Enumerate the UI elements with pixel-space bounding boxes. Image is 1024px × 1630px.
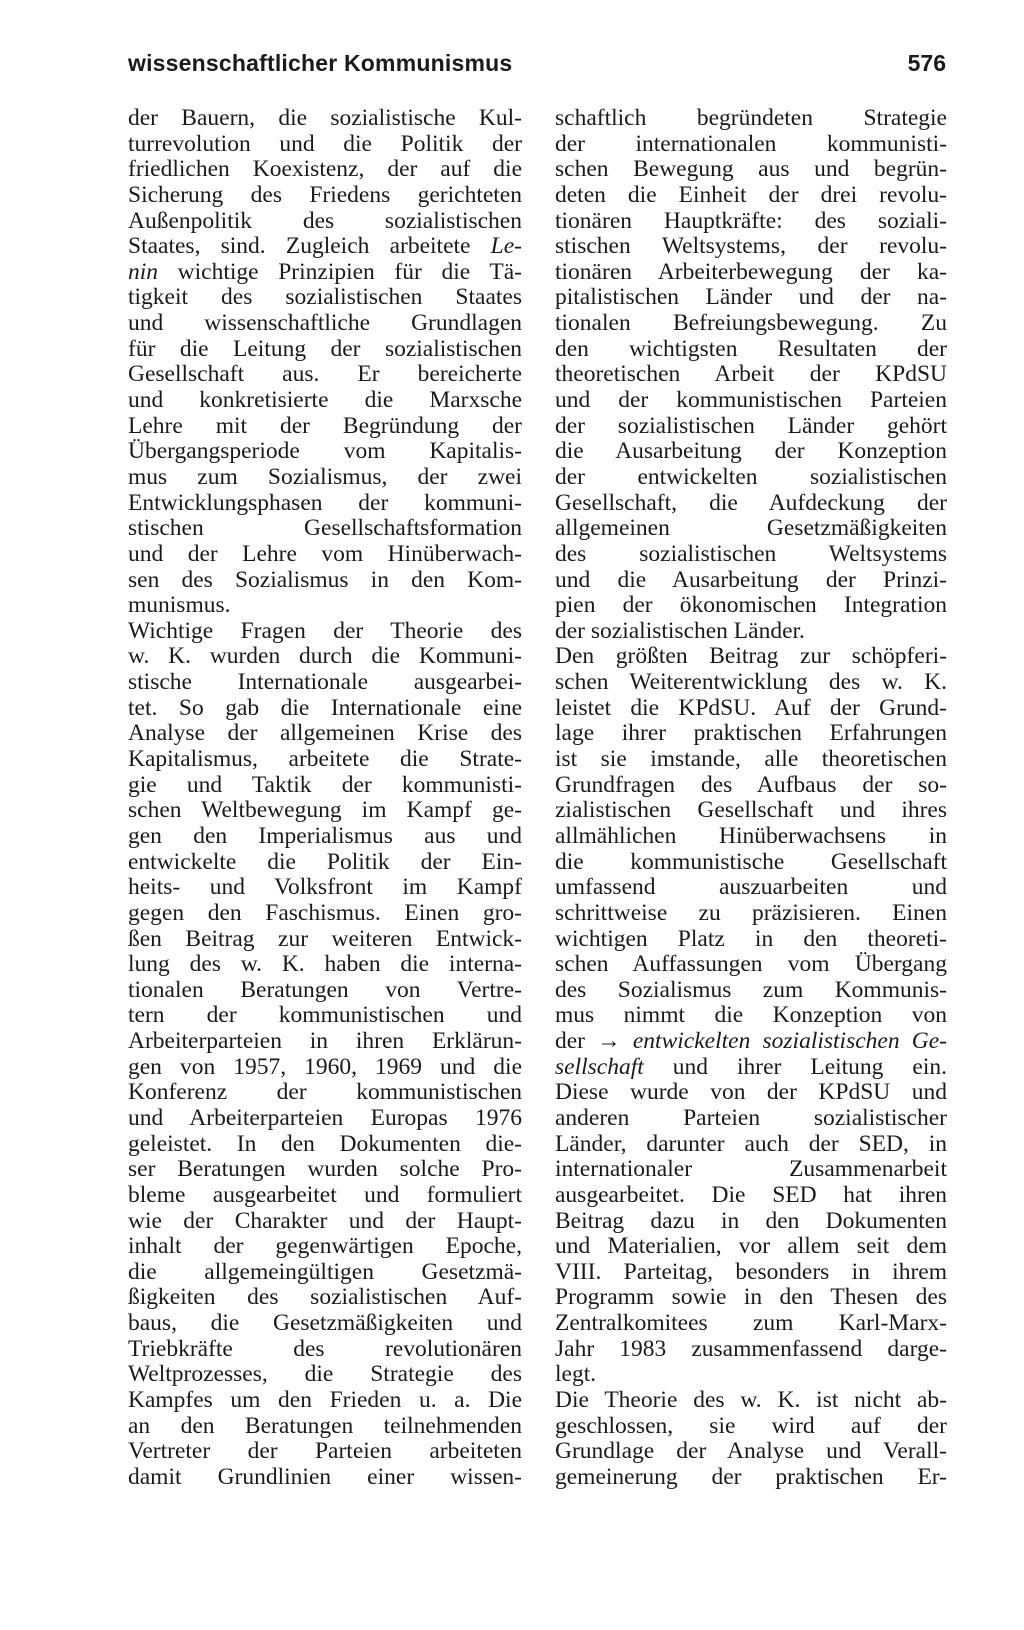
text-line: an den Beratungen teilnehmenden	[128, 1412, 522, 1439]
text-line: und Materialien, vor allem seit dem	[555, 1233, 947, 1260]
right-text-column	[555, 106, 947, 1491]
text-line: Sicherung des Friedens gerichteten	[128, 181, 522, 208]
text-line: turrevolution und die Politik der	[128, 130, 522, 157]
text-line: tionären Hauptkräfte: des soziali-	[555, 207, 947, 234]
text-line: damit Grundlinien einer wissen-	[128, 1463, 522, 1490]
text-line: des Sozialismus zum Kommunis-	[555, 976, 947, 1003]
left-text-column	[128, 106, 522, 1491]
text-line: schen Weiterentwicklung des w. K.	[555, 669, 947, 696]
text-line: ßigkeiten des sozialistischen Auf-	[128, 1284, 522, 1311]
text-line: friedlichen Koexistenz, der auf die	[128, 156, 522, 183]
italic-text-segment: entwickelten sozialistischen Ge-	[632, 1028, 947, 1055]
text-line: den wichtigsten Resultaten der	[555, 335, 947, 362]
text-line: stischen Gesellschaftsformation	[128, 515, 522, 542]
text-line: lung des w. K. haben die interna-	[128, 951, 522, 978]
text-line: Programm sowie in den Thesen des	[555, 1284, 947, 1311]
text-line: ßen Beitrag zur weiteren Entwick-	[128, 925, 522, 952]
text-line: leistet die KPdSU. Auf der Grund-	[555, 694, 947, 721]
text-line: für die Leitung der sozialistischen	[128, 335, 522, 362]
text-line: und der kommunistischen Parteien	[555, 387, 947, 414]
text-line: Die Theorie des w. K. ist nicht ab-	[555, 1387, 947, 1414]
text-line: lage ihrer praktischen Erfahrungen	[555, 720, 947, 747]
text-line: inhalt der gegenwärtigen Epoche,	[128, 1233, 522, 1260]
text-line: pien der ökonomischen Integration	[555, 592, 947, 619]
text-line: Grundlage der Analyse und Verall-	[555, 1438, 947, 1465]
text-line: die Ausarbeitung der Konzeption	[555, 438, 947, 465]
italic-text-segment: nin	[128, 258, 159, 285]
text-line: allgemeinen Gesetzmäßigkeiten	[555, 515, 947, 542]
text-line: der entwickelten sozialistischen	[555, 463, 947, 490]
text-line	[555, 1055, 947, 1081]
text-line: tionalen Befreiungsbewegung. Zu	[555, 310, 947, 337]
text-line: ausgearbeitet. Die SED hat ihren	[555, 1181, 947, 1208]
text-line: gemeinerung der praktischen Er-	[555, 1463, 947, 1490]
text-line: allmählichen Hinüberwachsens in	[555, 822, 947, 849]
text-line: Lehre mit der Begründung der	[128, 412, 522, 439]
text-line: Zentralkomitees zum Karl-Marx-	[555, 1310, 947, 1337]
text-line: Gesellschaft aus. Er bereicherte	[128, 361, 522, 388]
text-line: gen den Imperialismus aus und	[128, 822, 522, 849]
text-line: der Bauern, die sozialistische Kul-	[128, 105, 522, 131]
text-line: tern der kommunistischen und	[128, 1002, 522, 1029]
text-line: schen Bewegung aus und begrün-	[555, 156, 947, 183]
text-line: geschlossen, sie wird auf der	[555, 1412, 947, 1439]
text-line: baus, die Gesetzmäßigkeiten und	[128, 1310, 522, 1337]
text-line: Wichtige Fragen der Theorie des	[128, 617, 522, 644]
text-line: Vertreter der Parteien arbeiteten	[128, 1438, 522, 1465]
text-line: pitalistischen Länder und der na-	[555, 284, 947, 311]
text-line: der sozialistischen Länder gehört	[555, 412, 947, 439]
text-line: Kapitalismus, arbeitete die Strate-	[128, 746, 522, 773]
text-line: Konferenz der kommunistischen	[128, 1079, 522, 1106]
text-line: sen des Sozialismus in den Kom-	[128, 566, 522, 593]
text-segment: wichtige Prinzipien für die Tä-	[158, 258, 522, 285]
text-line: gen von 1957, 1960, 1969 und die	[128, 1053, 522, 1080]
text-line: die kommunistische Gesellschaft	[555, 848, 947, 875]
text-line	[128, 234, 522, 260]
text-line: VIII. Parteitag, besonders in ihrem	[555, 1258, 947, 1285]
text-line: gie und Taktik der kommunisti-	[128, 771, 522, 798]
text-line: Grundfragen des Aufbaus der so-	[555, 771, 947, 798]
text-line: schrittweise zu präzisieren. Einen	[555, 899, 947, 926]
text-line: Länder, darunter auch der SED, in	[555, 1130, 947, 1157]
text-segment: und ihrer Leitung ein.	[643, 1053, 947, 1080]
text-line: munismus.	[128, 592, 231, 619]
text-line	[555, 1029, 947, 1055]
text-line: Entwicklungsphasen der kommuni-	[128, 489, 522, 516]
text-line: geleistet. In den Dokumenten die-	[128, 1130, 522, 1157]
text-line: des sozialistischen Weltsystems	[555, 540, 947, 567]
text-segment: Staates, sind. Zugleich arbeitete	[128, 233, 491, 260]
text-line: Triebkräfte des revolutionären	[128, 1335, 522, 1362]
text-line: zialistischen Gesellschaft und ihres	[555, 797, 947, 824]
text-line: ser Beratungen wurden solche Pro-	[128, 1156, 522, 1183]
page-number: 576	[907, 50, 946, 76]
italic-text-segment: sellschaft	[555, 1053, 644, 1080]
text-line: tionalen Beratungen von Vertre-	[128, 976, 522, 1003]
text-line: gegen den Faschismus. Einen gro-	[128, 899, 522, 926]
text-line: Kampfes um den Frieden u. a. Die	[128, 1387, 522, 1414]
text-line: internationaler Zusammenarbeit	[555, 1156, 947, 1183]
text-line: schaftlich begründeten Strategie	[555, 105, 947, 131]
text-line: w. K. wurden durch die Kommuni-	[128, 643, 522, 670]
text-line: tigkeit des sozialistischen Staates	[128, 284, 522, 311]
text-line: die allgemeingültigen Gesetzmä-	[128, 1258, 522, 1285]
text-line: Beitrag dazu in den Dokumenten	[555, 1207, 947, 1234]
text-line: Arbeiterparteien in ihren Erklärun-	[128, 1028, 522, 1055]
text-line: umfassend auszuarbeiten und	[555, 874, 947, 901]
text-line: deten die Einheit der drei revolu-	[555, 181, 947, 208]
text-line: der internationalen kommunisti-	[555, 130, 947, 157]
text-line: schen Auffassungen vom Übergang	[555, 951, 947, 978]
text-line: tet. So gab die Internationale eine	[128, 694, 522, 721]
text-line: Außenpolitik des sozialistischen	[128, 207, 522, 234]
text-line: stischen Weltsystems, der revolu-	[555, 233, 947, 260]
text-line: Diese wurde von der KPdSU und	[555, 1079, 947, 1106]
text-line: Gesellschaft, die Aufdeckung der	[555, 489, 947, 516]
text-line: und Arbeiterparteien Europas 1976	[128, 1104, 522, 1131]
text-line: mus zum Sozialismus, der zwei	[128, 463, 522, 490]
text-line: theoretischen Arbeit der KPdSU	[555, 361, 947, 388]
text-line: wichtigen Platz in den theoreti-	[555, 925, 947, 952]
text-line: Jahr 1983 zusammenfassend darge-	[555, 1335, 947, 1362]
running-head: wissenschaftlicher Kommunismus	[128, 50, 513, 76]
text-line: Analyse der allgemeinen Krise des	[128, 720, 522, 747]
text-line: schen Weltbewegung im Kampf ge-	[128, 797, 522, 824]
text-line: Übergangsperiode vom Kapitalis-	[128, 438, 522, 465]
text-line: bleme ausgearbeitet und formuliert	[128, 1181, 522, 1208]
text-line: ist sie imstande, alle theoretischen	[555, 746, 947, 773]
text-line: tionären Arbeiterbewegung der ka-	[555, 258, 947, 285]
text-line: und der Lehre vom Hinüberwach-	[128, 540, 522, 567]
text-line: Weltprozesses, die Strategie des	[128, 1361, 522, 1388]
text-line: mus nimmt die Konzeption von	[555, 1002, 947, 1029]
text-line	[128, 260, 522, 286]
text-line: anderen Parteien sozialistischer	[555, 1104, 947, 1131]
text-segment: der →	[555, 1028, 633, 1055]
text-line: und konkretisierte die Marxsche	[128, 387, 522, 414]
italic-text-segment: Le-	[490, 233, 522, 260]
text-line: entwickelte die Politik der Ein-	[128, 848, 522, 875]
text-line: der sozialistischen Länder.	[555, 617, 805, 644]
text-line: stische Internationale ausgearbei-	[128, 669, 522, 696]
text-line: legt.	[555, 1361, 597, 1388]
text-line: wie der Charakter und der Haupt-	[128, 1207, 522, 1234]
text-line: und die Ausarbeitung der Prinzi-	[555, 566, 947, 593]
text-line: heits- und Volksfront im Kampf	[128, 874, 522, 901]
text-line: und wissenschaftliche Grundlagen	[128, 310, 522, 337]
text-line: Den größten Beitrag zur schöpferi-	[555, 643, 947, 670]
